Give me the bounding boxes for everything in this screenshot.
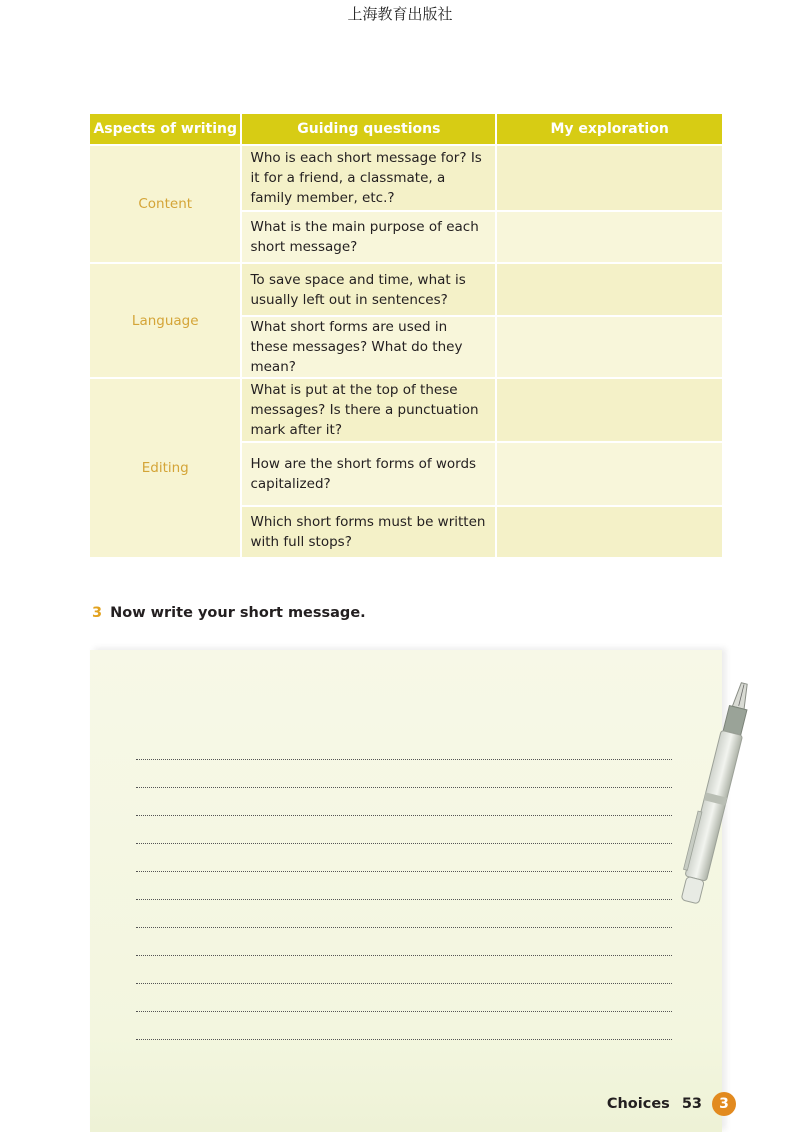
guiding-question: What short forms are used in these messages? What do they mean?: [242, 315, 497, 377]
writing-line[interactable]: [136, 816, 672, 844]
guiding-question: Which short forms must be written with full stops?: [242, 505, 497, 557]
page-footer: [607, 1092, 736, 1116]
page-number: 53: [681, 1096, 702, 1112]
writing-line[interactable]: [136, 788, 672, 816]
publisher-name: 上海教育出版社: [347, 5, 453, 23]
table-header-row: [90, 114, 722, 144]
writing-line[interactable]: [136, 732, 672, 760]
writing-line[interactable]: [136, 984, 672, 1012]
writing-line[interactable]: [136, 928, 672, 956]
fountain-pen-icon: [670, 675, 760, 935]
writing-aspects-table: [90, 114, 722, 557]
writing-line[interactable]: [136, 760, 672, 788]
column-header: My exploration: [497, 114, 722, 144]
exploration-cell[interactable]: [497, 505, 722, 557]
guiding-question: Who is each short message for? Is it for a friend, a classmate, a family member, etc.?: [242, 144, 497, 210]
writing-lines: [136, 732, 672, 1040]
writing-paper: [90, 650, 722, 1132]
exploration-cell[interactable]: [497, 144, 722, 210]
writing-line[interactable]: [136, 872, 672, 900]
aspect-language: Language: [90, 262, 242, 377]
guiding-question: How are the short forms of words capitalized?: [242, 441, 497, 505]
table-row: [90, 144, 722, 210]
guiding-question: What is put at the top of these messages? Is there a punctuation mark after it?: [242, 377, 497, 441]
writing-line[interactable]: [136, 1012, 672, 1040]
writing-line[interactable]: [136, 956, 672, 984]
unit-name: Choices: [606, 1096, 670, 1112]
exploration-cell[interactable]: [497, 262, 722, 315]
guiding-question: To save space and time, what is usually left out in sentences?: [242, 262, 497, 315]
table-row: [90, 377, 722, 441]
aspect-content: Content: [90, 144, 242, 262]
column-header: Guiding questions: [242, 114, 497, 144]
exploration-cell[interactable]: [497, 377, 722, 441]
exploration-cell[interactable]: [497, 210, 722, 262]
guiding-question: What is the main purpose of each short message?: [242, 210, 497, 262]
exploration-cell[interactable]: [497, 441, 722, 505]
unit-number-badge: 3: [712, 1092, 736, 1116]
task-number: 3: [92, 605, 103, 621]
table-row: [90, 262, 722, 315]
writing-line[interactable]: [136, 844, 672, 872]
column-header: Aspects of writing: [90, 114, 242, 144]
exploration-cell[interactable]: [497, 315, 722, 377]
task-text: Now write your short message.: [110, 605, 366, 621]
aspect-editing: Editing: [90, 377, 242, 557]
task-instruction: [92, 605, 366, 621]
writing-line[interactable]: [136, 900, 672, 928]
